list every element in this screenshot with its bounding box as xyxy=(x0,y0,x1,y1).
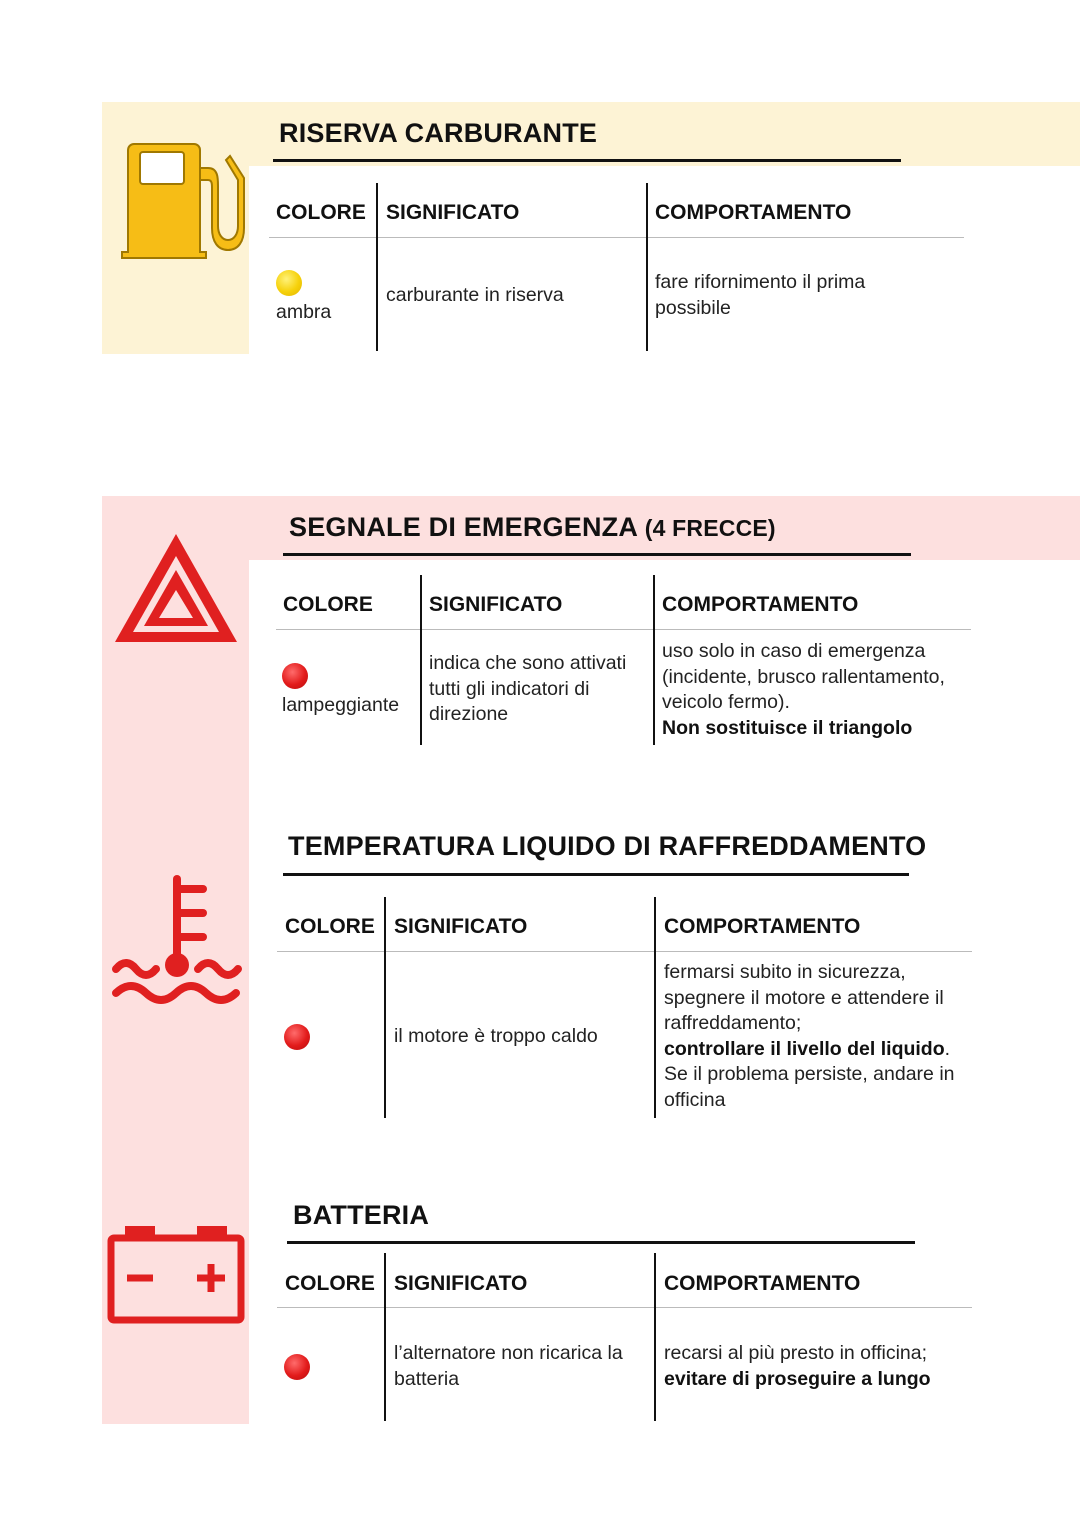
battery-header-significato: SIGNIFICATO xyxy=(394,1272,528,1295)
fuel-section-title: RISERVA CARBURANTE xyxy=(279,118,598,148)
emergency-section-title xyxy=(289,512,776,543)
emergency-comportamento-text: uso solo in caso di emergenza (incidente, brusco rallentamento, veicolo fermo). xyxy=(662,640,945,713)
battery-header-colore: COLORE xyxy=(285,1272,375,1295)
emergency-header-significato: SIGNIFICATO xyxy=(429,593,563,616)
coolant-header-significato: SIGNIFICATO xyxy=(394,915,528,938)
battery-col-divider-2 xyxy=(654,1253,656,1421)
emergency-colore-value: lampeggiante xyxy=(282,694,400,716)
fuel-col-divider-1 xyxy=(376,183,378,351)
coolant-header-comportamento: COMPORTAMENTO xyxy=(664,915,861,938)
fuel-header-colore: COLORE xyxy=(276,201,366,224)
emergency-comportamento-bold: Non sostituisce il triangolo xyxy=(662,716,913,739)
battery-comportamento-bold: evitare di proseguire a lungo xyxy=(664,1367,931,1390)
battery-col-divider-1 xyxy=(384,1253,386,1421)
fuel-title-underline xyxy=(273,159,901,162)
fuel-col-divider-2 xyxy=(646,183,648,351)
red-indicator-dot xyxy=(284,1354,310,1380)
emergency-header-colore: COLORE xyxy=(283,593,373,616)
battery-title-underline xyxy=(287,1241,915,1244)
coolant-section-title: TEMPERATURA LIQUIDO DI RAFFREDDAMENTO xyxy=(288,831,927,861)
fuel-significato-value: carburante in riserva xyxy=(386,284,564,306)
emergency-header-divider xyxy=(276,629,971,630)
emergency-title-main: SEGNALE DI EMERGENZA xyxy=(289,512,638,542)
coolant-header-colore: COLORE xyxy=(285,915,375,938)
coolant-col-divider-1 xyxy=(384,897,386,1118)
coolant-comportamento-text: fermarsi subito in sicurezza, spegnere il motore e attendere il raffreddamento; xyxy=(664,961,944,1034)
battery-significato-value: l’alternatore non ricarica la batteria xyxy=(394,1342,623,1390)
emergency-header-comportamento: COMPORTAMENTO xyxy=(662,593,859,616)
battery-header-comportamento: COMPORTAMENTO xyxy=(664,1272,861,1295)
coolant-header-divider xyxy=(277,951,972,952)
emergency-significato-value: indica che sono attivati tutti gli indicatori di direzione xyxy=(429,652,627,725)
coolant-comportamento-value xyxy=(664,960,969,1113)
coolant-significato-value: il motore è troppo caldo xyxy=(394,1025,598,1047)
coolant-col-divider-2 xyxy=(654,897,656,1118)
fuel-comportamento-value: fare rifornimento il prima possibile xyxy=(655,271,866,319)
emergency-title-underline xyxy=(283,553,911,556)
fuel-header-divider xyxy=(269,237,964,238)
battery-header-divider xyxy=(277,1307,972,1308)
coolant-comportamento-after: Se il problema persiste, andare in officina xyxy=(664,1063,955,1111)
fuel-header-significato: SIGNIFICATO xyxy=(386,201,520,224)
fuel-pump-icon xyxy=(122,138,237,260)
battery-section-title: BATTERIA xyxy=(293,1200,430,1230)
emergency-col-divider-1 xyxy=(420,575,422,745)
fuel-colore-value: ambra xyxy=(276,301,332,323)
emergency-col-divider-2 xyxy=(653,575,655,745)
coolant-temperature-icon xyxy=(110,873,244,1003)
emergency-comportamento-value xyxy=(662,639,962,741)
coolant-title-underline xyxy=(283,873,909,876)
red-indicator-dot xyxy=(282,663,308,689)
battery-comportamento-text: recarsi al più presto in officina; xyxy=(664,1342,928,1364)
fuel-header-comportamento: COMPORTAMENTO xyxy=(655,201,852,224)
amber-indicator-dot xyxy=(276,270,302,296)
battery-icon xyxy=(107,1226,245,1324)
emergency-title-suffix: (4 FRECCE) xyxy=(644,515,776,541)
coolant-comportamento-bold: controllare il livello del liquido xyxy=(664,1037,945,1060)
hazard-triangle-icon xyxy=(113,532,239,644)
coolant-comportamento-period: . xyxy=(944,1037,951,1060)
red-indicator-dot xyxy=(284,1024,310,1050)
battery-comportamento-value xyxy=(664,1341,969,1392)
